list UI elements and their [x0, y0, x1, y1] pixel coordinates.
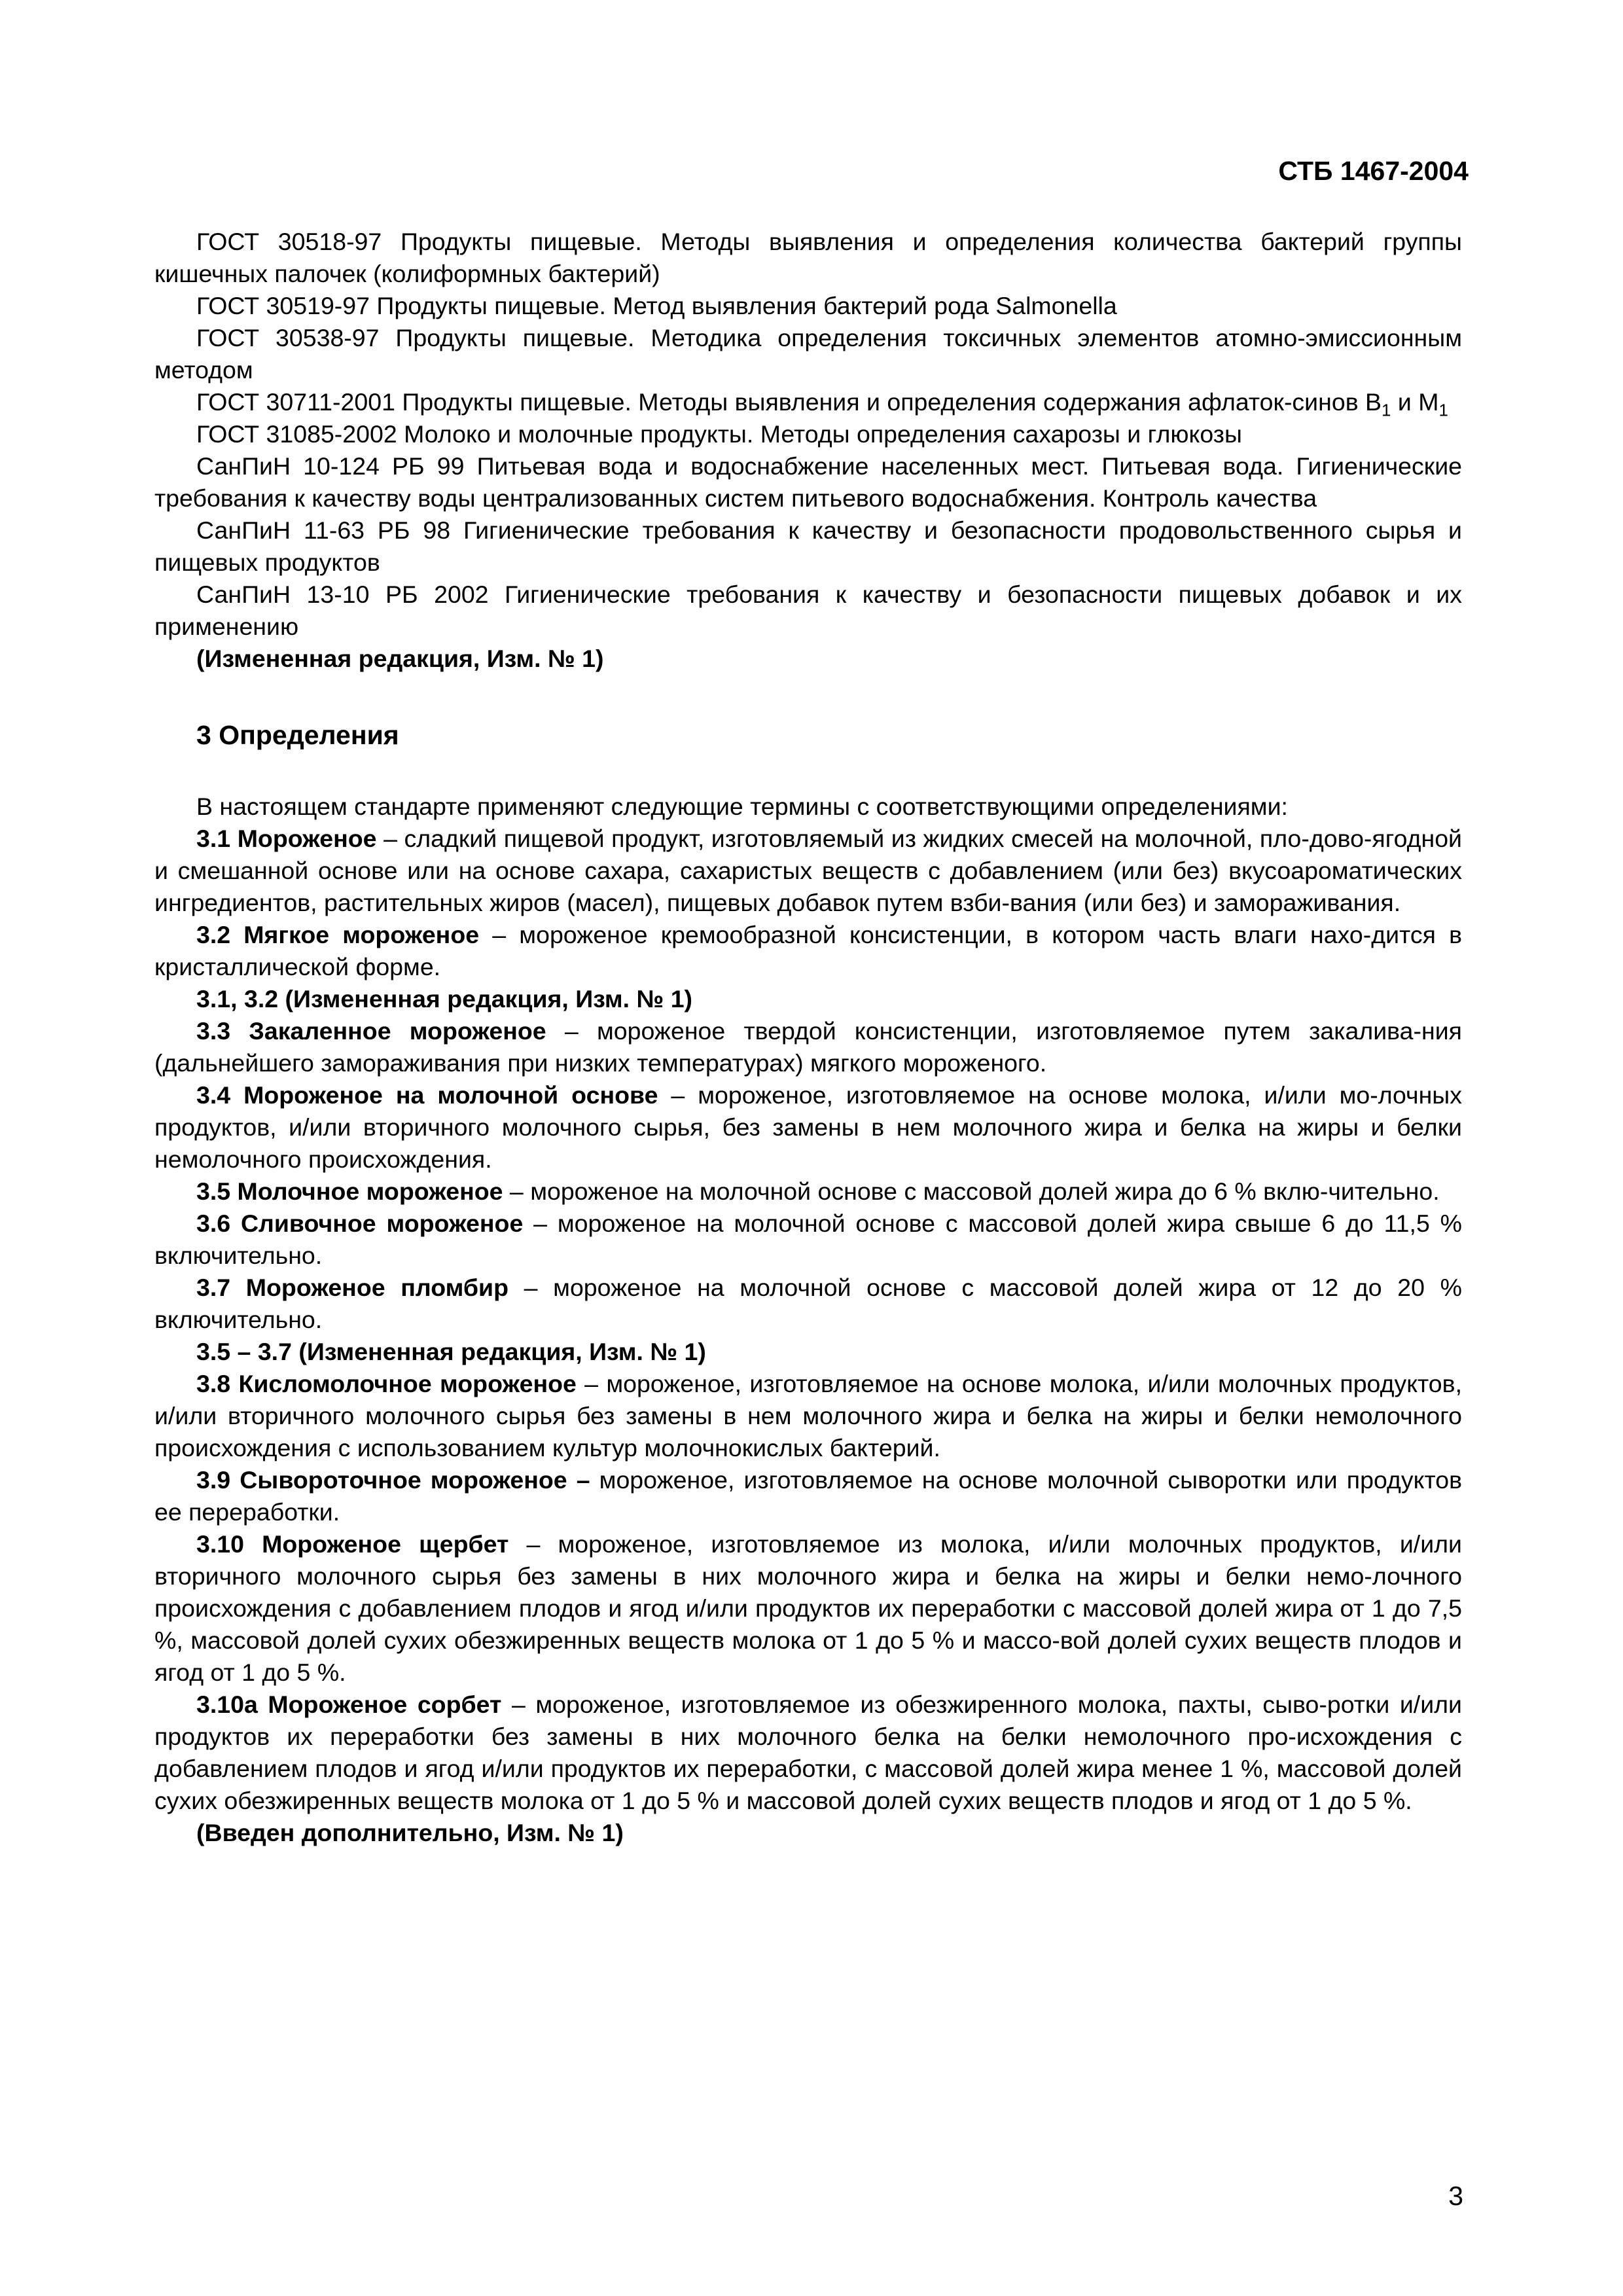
- definition-text: – мороженое, изготовляемое из обезжиренного молока, пахты, сыво-ротки и/или продуктов их переработки без замены в них молочного белка на белки немолочного про-исхождения с добавлением плодов и ягод и/или продуктов их переработки, с массовой долей жира менее 1 %, массовой долей сухих обезжиренных веществ молока от 1 до 5 % и массовой долей сухих веществ плодов и ягод от 1 до 5 %.: [154, 1691, 1463, 1814]
- document-code: СТБ 1467-2004: [1278, 156, 1469, 186]
- reference-item-aflatoxin: [154, 386, 1462, 418]
- definition-item: [154, 919, 1462, 983]
- definition-text: – сладкий пищевой продукт, изготовляемый из жидких смесей на молочной, пло-дово-ягодной и смешанной основе или на основе сахара, сахаристых веществ с добавлением (или без) вкусоароматических ингредиентов, растительных жиров (масел), пищевых добавок путем взби-вания (или без) и замораживания.: [154, 825, 1463, 916]
- amendment-note: [154, 1817, 1462, 1849]
- definition-term: 3.10 Мороженое щербет: [196, 1530, 509, 1558]
- definition-item: [154, 1079, 1462, 1175]
- reference-text: и M: [1391, 388, 1439, 416]
- definition-term: 3.3 Закаленное мороженое: [196, 1017, 546, 1045]
- definition-text: – мороженое, изготовляемое на основе молока, и/или мо-лочных продуктов, и/или вторичного молочного сырья, без замены в нем молочного жира и белка на жиры и белки немолочного происхождения.: [154, 1081, 1463, 1173]
- reference-item: СанПиН 11-63 РБ 98 Гигиенические требования к качеству и безопасности продовольственного сырья и пищевых продуктов: [154, 516, 1462, 576]
- definition-term: 3.1, 3.2 (Измененная редакция, Изм. № 1): [196, 985, 693, 1013]
- definition-text: – мороженое на молочной основе с массовой долей жира от 12 до 20 % включительно.: [154, 1274, 1462, 1333]
- reference-item: ГОСТ 30518-97 Продукты пищевые. Методы выявления и определения количества бактерий группы кишечных палочек (колиформных бактерий): [154, 228, 1462, 287]
- reference-text: ГОСТ 30711-2001 Продукты пищевые. Методы выявления и определения содержания афлаток-синов B: [196, 388, 1382, 416]
- definition-item: [154, 1175, 1462, 1208]
- definition-term: 3.9 Сывороточное мороженое –: [196, 1466, 590, 1494]
- definition-item: [154, 1208, 1462, 1272]
- definition-term: 3.4 Мороженое на молочной основе: [196, 1081, 658, 1109]
- definition-item: [154, 1528, 1462, 1689]
- definition-item: [154, 1015, 1462, 1079]
- section-title: 3 Определения: [196, 720, 399, 750]
- definition-item: [154, 1689, 1462, 1817]
- definition-item: [154, 1368, 1462, 1464]
- amendment-note: (Измененная редакция, Изм. № 1): [196, 645, 604, 672]
- page-number: 3: [1448, 2181, 1463, 2211]
- definition-item: [154, 823, 1462, 919]
- section-intro: В настоящем стандарте применяют следующие термины с соответствующими определениями:: [196, 793, 1288, 820]
- definition-text: – мороженое кремообразной консистенции, в котором часть влаги нахо-дится в кристаллической форме.: [154, 921, 1462, 980]
- subscript: 1: [1382, 400, 1391, 420]
- amendment-note: [154, 1336, 1462, 1368]
- definition-text: мороженое, изготовляемое на основе молочной сыворотки или продуктов ее переработки.: [154, 1466, 1462, 1526]
- definition-term: 3.6 Сливочное мороженое: [196, 1210, 524, 1237]
- definition-term: 3.7 Мороженое пломбир: [196, 1274, 509, 1301]
- subscript: 1: [1438, 400, 1449, 420]
- reference-item: СанПиН 13-10 РБ 2002 Гигиенические требования к качеству и безопасности пищевых добавок и их применению: [154, 581, 1462, 640]
- definition-term: 3.10а Мороженое сорбет: [196, 1691, 502, 1718]
- definition-text: – мороженое, изготовляемое из молока, и/или молочных продуктов, и/или вторичного молочного сырья без замены в них молочного жира и белка на жиры и белки немо-лочного происхождения с добавлением плодов и ягод и/или продуктов их переработки с массовой долей жира от 1 до 7,5 %, массовой долей сухих обезжиренных веществ молока от 1 до 5 % и массо-вой долей сухих веществ плодов и ягод от 1 до 5 %.: [154, 1530, 1462, 1686]
- amendment-note: [154, 983, 1462, 1015]
- definition-item: [154, 1464, 1462, 1528]
- definition-text: – мороженое на молочной основе с массовой долей жира свыше 6 до 11,5 % включительно.: [154, 1210, 1462, 1269]
- definition-text: – мороженое, изготовляемое на основе молока, и/или молочных продуктов, и/или вторичного молочного сырья без замены в нем молочного жира и белка на жиры и белки немолочного происхождения с использованием культур молочнокислых бактерий.: [154, 1370, 1462, 1462]
- reference-item: ГОСТ 30538-97 Продукты пищевые. Методика определения токсичных элементов атомно-эмиссионным методом: [154, 324, 1462, 384]
- reference-item: ГОСТ 31085-2002 Молоко и молочные продукты. Методы определения сахарозы и глюкозы: [196, 420, 1242, 448]
- definition-term: 3.8 Кисломолочное мороженое: [196, 1370, 577, 1397]
- definition-text: – мороженое твердой консистенции, изготовляемое путем закалива-ния (дальнейшего замораживания при низких температурах) мягкого мороженого.: [154, 1017, 1462, 1077]
- reference-item: СанПиН 10-124 РБ 99 Питьевая вода и водоснабжение населенных мест. Питьевая вода. Гигиенические требования к качеству воды централизованных систем питьевого водоснабжения. Контроль качества: [154, 452, 1462, 512]
- definition-term: 3.5 – 3.7 (Измененная редакция, Изм. № 1): [196, 1338, 706, 1365]
- definition-text: – мороженое на молочной основе с массовой долей жира до 6 % вклю-чительно.: [503, 1177, 1440, 1205]
- definition-term: (Введен дополнительно, Изм. № 1): [196, 1819, 624, 1846]
- definition-item: [154, 1272, 1462, 1336]
- definition-term: 3.1 Мороженое: [196, 825, 377, 852]
- reference-item: ГОСТ 30519-97 Продукты пищевые. Метод выявления бактерий рода Salmonella: [196, 292, 1117, 319]
- definition-term: 3.5 Молочное мороженое: [196, 1177, 503, 1205]
- page-body: [154, 226, 1462, 1849]
- definition-term: 3.2 Мягкое мороженое: [196, 921, 480, 948]
